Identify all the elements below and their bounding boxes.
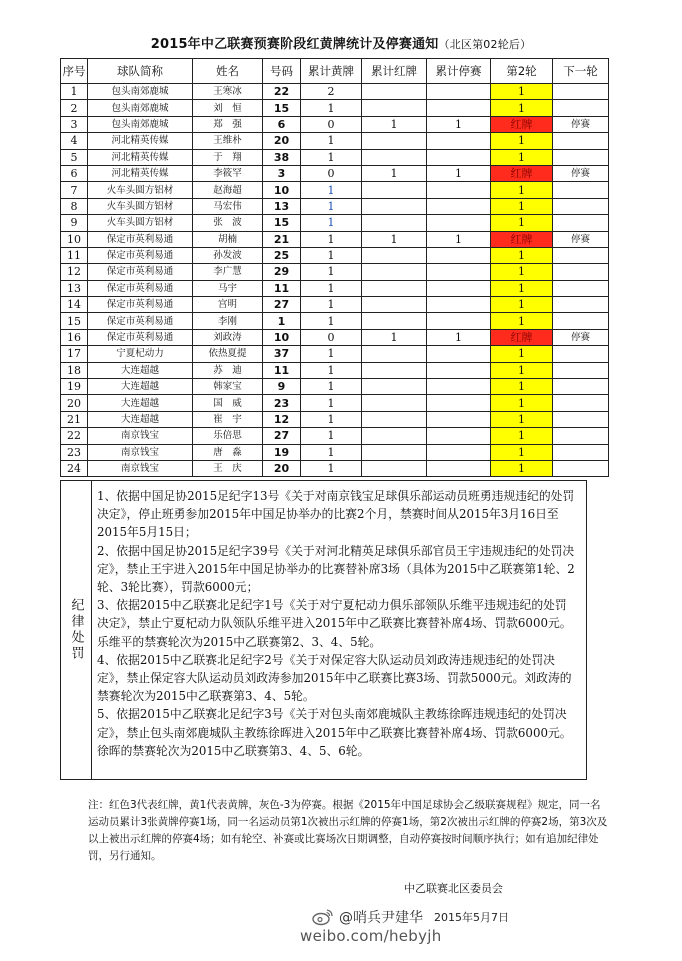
table-row xyxy=(61,346,609,362)
cell-no: 24 xyxy=(61,460,88,476)
table-row xyxy=(61,116,609,132)
cell-yellow: 0 xyxy=(301,116,362,132)
cell-no: 8 xyxy=(61,198,88,214)
cell-suspension xyxy=(427,362,491,378)
cell-name: 宫明 xyxy=(193,297,263,313)
cell-next xyxy=(553,395,609,411)
cell-next xyxy=(553,428,609,444)
cell-name: 郑 强 xyxy=(193,116,263,132)
cell-name: 刘 恒 xyxy=(193,100,263,116)
watermark-account[interactable]: @哨兵尹建华 xyxy=(339,910,423,926)
table-row xyxy=(61,264,609,280)
cell-number: 27 xyxy=(263,428,301,444)
cell-suspension xyxy=(427,198,491,214)
cell-team: 大连超越 xyxy=(88,379,193,395)
cell-number: 12 xyxy=(263,411,301,427)
cell-yellow: 1 xyxy=(301,149,362,165)
page-title xyxy=(0,33,682,52)
table-row xyxy=(61,379,609,395)
cell-yellow: 1 xyxy=(301,280,362,296)
cell-team: 火车头圆方铝材 xyxy=(88,215,193,231)
cell-round2: 1 xyxy=(491,100,553,116)
cell-red xyxy=(362,313,427,329)
header-team: 球队简称 xyxy=(88,59,193,84)
cell-round2: 1 xyxy=(491,346,553,362)
cell-number: 21 xyxy=(263,231,301,247)
cell-red xyxy=(362,346,427,362)
cell-team: 南京钱宝 xyxy=(88,444,193,460)
cell-next xyxy=(553,198,609,214)
table-row xyxy=(61,84,609,100)
footnote: 注：红色3代表红牌，黄1代表黄牌，灰色-3为停赛。根据《2015年中国足球协会乙级联赛规程》规定，同一名运动员累计3张黄牌停赛1场，同一名运动员第1次被出示红牌的停赛1场，第2次被出示红牌的停赛2场，第3次及以上被出示红牌的停赛4场；如有轮空、补赛或比赛场次日期调整，自动停赛按时间顺序执行；如有追加纪律处罚，另行通知。 xyxy=(88,799,608,862)
cell-red: 1 xyxy=(362,165,427,181)
cell-suspension xyxy=(427,346,491,362)
discipline-item-3: 3、依据2015中乙联赛北足纪字1号《关于对宁夏杞动力俱乐部领队乐维平违规违纪的处罚决定》，禁止宁夏杞动力队领队乐维平进入2015年中乙联赛比赛替补席4场、罚款6000元。乐维平的禁赛轮次为2015中乙联赛第2、3、4、5轮。 xyxy=(97,598,572,649)
cell-yellow: 1 xyxy=(301,444,362,460)
cell-round2: 1 xyxy=(491,395,553,411)
cell-number: 25 xyxy=(263,247,301,263)
cell-yellow: 1 xyxy=(301,264,362,280)
cell-team: 保定市英利易通 xyxy=(88,329,193,345)
cell-number: 27 xyxy=(263,297,301,313)
cell-number: 6 xyxy=(263,116,301,132)
cell-no: 4 xyxy=(61,133,88,149)
cell-red xyxy=(362,133,427,149)
cell-number: 20 xyxy=(263,133,301,149)
cell-no: 19 xyxy=(61,379,88,395)
cell-round2: 红牌 xyxy=(491,165,553,181)
cell-name: 孙发波 xyxy=(193,247,263,263)
cell-next xyxy=(553,100,609,116)
cell-team: 火车头圆方铝材 xyxy=(88,198,193,214)
cell-suspension xyxy=(427,313,491,329)
cell-no: 12 xyxy=(61,264,88,280)
cell-round2: 1 xyxy=(491,411,553,427)
cell-number: 10 xyxy=(263,329,301,345)
cell-next xyxy=(553,444,609,460)
cell-no: 13 xyxy=(61,280,88,296)
cell-red xyxy=(362,182,427,198)
cell-team: 保定市英利易通 xyxy=(88,247,193,263)
cell-yellow: 1 xyxy=(301,100,362,116)
table-row xyxy=(61,247,609,263)
cell-name: 王寒冰 xyxy=(193,84,263,100)
cell-team: 河北精英传媒 xyxy=(88,149,193,165)
header-name: 姓名 xyxy=(193,59,263,84)
cell-next xyxy=(553,411,609,427)
cell-red xyxy=(362,362,427,378)
cell-name: 李刚 xyxy=(193,313,263,329)
cell-name: 王维朴 xyxy=(193,133,263,149)
watermark-url[interactable]: weibo.com/hebyjh xyxy=(300,927,442,945)
cell-suspension: 1 xyxy=(427,116,491,132)
cell-suspension xyxy=(427,297,491,313)
cell-round2: 1 xyxy=(491,264,553,280)
cell-next: 停赛 xyxy=(553,165,609,181)
cell-number: 11 xyxy=(263,362,301,378)
cell-no: 11 xyxy=(61,247,88,263)
title-subtitle: （北区第02轮后） xyxy=(438,38,532,51)
cell-red xyxy=(362,149,427,165)
cell-red xyxy=(362,444,427,460)
cell-no: 16 xyxy=(61,329,88,345)
cell-round2: 1 xyxy=(491,362,553,378)
cell-no: 15 xyxy=(61,313,88,329)
cell-no: 5 xyxy=(61,149,88,165)
cell-next xyxy=(553,313,609,329)
cell-team: 保定市英利易通 xyxy=(88,231,193,247)
cell-next xyxy=(553,346,609,362)
cell-round2: 1 xyxy=(491,215,553,231)
cell-number: 15 xyxy=(263,100,301,116)
cell-name: 赵海超 xyxy=(193,182,263,198)
cell-red xyxy=(362,428,427,444)
cell-name: 马宇 xyxy=(193,280,263,296)
cell-round2: 1 xyxy=(491,444,553,460)
weibo-logo-icon xyxy=(312,908,334,926)
cell-suspension xyxy=(427,215,491,231)
table-row xyxy=(61,133,609,149)
cell-number: 19 xyxy=(263,444,301,460)
cell-no: 21 xyxy=(61,411,88,427)
cell-yellow: 0 xyxy=(301,165,362,181)
cell-no: 18 xyxy=(61,362,88,378)
header-red: 累计红牌 xyxy=(362,59,427,84)
cell-team: 南京钱宝 xyxy=(88,460,193,476)
cell-suspension xyxy=(427,100,491,116)
table-row xyxy=(61,149,609,165)
cell-name: 胡楠 xyxy=(193,231,263,247)
cell-red xyxy=(362,280,427,296)
cell-next xyxy=(553,362,609,378)
cell-round2: 1 xyxy=(491,280,553,296)
discipline-label: 纪律处罚 xyxy=(68,598,84,662)
cell-no: 23 xyxy=(61,444,88,460)
cell-name: 马宏伟 xyxy=(193,198,263,214)
cell-name: 苏 迪 xyxy=(193,362,263,378)
cell-next xyxy=(553,297,609,313)
cell-next xyxy=(553,280,609,296)
cell-suspension xyxy=(427,280,491,296)
cell-yellow: 2 xyxy=(301,84,362,100)
cell-next xyxy=(553,84,609,100)
cell-suspension xyxy=(427,264,491,280)
cell-number: 23 xyxy=(263,395,301,411)
cell-suspension xyxy=(427,411,491,427)
cell-team: 保定市英利易通 xyxy=(88,280,193,296)
cell-round2: 1 xyxy=(491,428,553,444)
cell-team: 宁夏杞动力 xyxy=(88,346,193,362)
cell-next xyxy=(553,215,609,231)
cell-suspension xyxy=(427,149,491,165)
discipline-label-cell xyxy=(61,481,92,779)
cell-red xyxy=(362,198,427,214)
cell-round2: 红牌 xyxy=(491,231,553,247)
cell-no: 2 xyxy=(61,100,88,116)
cell-suspension xyxy=(427,84,491,100)
cell-no: 22 xyxy=(61,428,88,444)
watermark xyxy=(312,907,509,927)
cell-team: 大连超越 xyxy=(88,395,193,411)
cell-red xyxy=(362,395,427,411)
header-round2: 第2轮 xyxy=(491,59,553,84)
cell-number: 13 xyxy=(263,198,301,214)
table-row xyxy=(61,329,609,345)
cell-yellow: 1 xyxy=(301,379,362,395)
cell-team: 河北精英传媒 xyxy=(88,165,193,181)
cell-yellow: 1 xyxy=(301,362,362,378)
cell-team: 保定市英利易通 xyxy=(88,313,193,329)
table-row xyxy=(61,100,609,116)
cell-name: 王 庆 xyxy=(193,460,263,476)
cell-suspension xyxy=(427,460,491,476)
cell-no: 7 xyxy=(61,182,88,198)
cell-yellow: 1 xyxy=(301,198,362,214)
cell-no: 3 xyxy=(61,116,88,132)
table-row xyxy=(61,444,609,460)
cell-red xyxy=(362,379,427,395)
cell-no: 10 xyxy=(61,231,88,247)
table-row xyxy=(61,313,609,329)
cards-table xyxy=(60,58,609,477)
cell-next xyxy=(553,133,609,149)
cell-number: 29 xyxy=(263,264,301,280)
discipline-items xyxy=(97,487,578,760)
cell-number: 1 xyxy=(263,313,301,329)
notice-date: 2015年5月7日 xyxy=(434,911,509,924)
cell-yellow: 1 xyxy=(301,297,362,313)
cell-name: 国 威 xyxy=(193,395,263,411)
cell-yellow: 1 xyxy=(301,215,362,231)
cell-yellow: 1 xyxy=(301,231,362,247)
cell-name: 李广慧 xyxy=(193,264,263,280)
table-row xyxy=(61,297,609,313)
cell-red: 1 xyxy=(362,329,427,345)
cell-red: 1 xyxy=(362,231,427,247)
cell-team: 大连超越 xyxy=(88,411,193,427)
discipline-item-1: 1、依据中国足协2015足纪字13号《关于对南京钱宝足球俱乐部运动员班勇违规违纪的处罚决定》，停止班勇参加2015年中国足协举办的比赛2个月，禁赛时间从2015年3月16日至2015年5月15日； xyxy=(97,489,575,540)
discipline-section xyxy=(60,480,587,780)
cell-round2: 1 xyxy=(491,133,553,149)
cell-round2: 1 xyxy=(491,297,553,313)
cell-yellow: 1 xyxy=(301,346,362,362)
cell-round2: 1 xyxy=(491,182,553,198)
cell-suspension: 1 xyxy=(427,231,491,247)
cell-team: 河北精英传媒 xyxy=(88,133,193,149)
discipline-item-4: 4、依据2015中乙联赛北足纪字2号《关于对保定容大队运动员刘政涛违规违纪的处罚决定》，禁止保定容大队运动员刘政涛参加2015年中乙联赛比赛3场、罚款5000元。刘政涛的禁赛轮次为2015中乙联赛第3、4、5轮。 xyxy=(97,652,572,704)
cell-name: 于 翔 xyxy=(193,149,263,165)
cell-next: 停赛 xyxy=(553,116,609,132)
cell-yellow: 1 xyxy=(301,460,362,476)
cell-team: 包头南郊鹿城 xyxy=(88,100,193,116)
table-row xyxy=(61,231,609,247)
cell-number: 20 xyxy=(263,460,301,476)
discipline-item-2: 2、依据中国足协2015足纪字39号《关于对河北精英足球俱乐部官员王宇违规违纪的处罚决定》，禁止王宇进入2015年中国足协举办的比赛替补席3场（具体为2015中乙联赛第1轮、2轮、3轮比赛），罚款6000元； xyxy=(97,543,575,595)
cell-suspension xyxy=(427,379,491,395)
cell-number: 10 xyxy=(263,182,301,198)
cell-suspension: 1 xyxy=(427,329,491,345)
cell-yellow: 1 xyxy=(301,313,362,329)
table-row xyxy=(61,215,609,231)
table-header-row xyxy=(61,59,609,84)
organizer: 中乙联赛北区委员会 xyxy=(404,882,503,895)
header-number: 号码 xyxy=(263,59,301,84)
cell-round2: 1 xyxy=(491,198,553,214)
cell-round2: 1 xyxy=(491,247,553,263)
cell-red xyxy=(362,411,427,427)
cell-name: 韩家宝 xyxy=(193,379,263,395)
cell-no: 14 xyxy=(61,297,88,313)
table-row xyxy=(61,280,609,296)
table-row xyxy=(61,182,609,198)
table-row xyxy=(61,395,609,411)
header-next: 下一轮 xyxy=(553,59,609,84)
cell-suspension xyxy=(427,182,491,198)
cell-team: 包头南郊鹿城 xyxy=(88,84,193,100)
cell-name: 乐倍思 xyxy=(193,428,263,444)
header-suspension: 累计停赛 xyxy=(427,59,491,84)
table-row xyxy=(61,411,609,427)
cell-yellow: 1 xyxy=(301,428,362,444)
cell-suspension xyxy=(427,444,491,460)
cell-next xyxy=(553,460,609,476)
cell-red xyxy=(362,297,427,313)
cell-no: 17 xyxy=(61,346,88,362)
cell-round2: 红牌 xyxy=(491,116,553,132)
cell-round2: 1 xyxy=(491,379,553,395)
cell-next xyxy=(553,182,609,198)
cell-number: 9 xyxy=(263,379,301,395)
cell-next xyxy=(553,264,609,280)
cell-number: 38 xyxy=(263,149,301,165)
cell-name: 李筱罕 xyxy=(193,165,263,181)
cell-red xyxy=(362,247,427,263)
cell-team: 南京钱宝 xyxy=(88,428,193,444)
cell-number: 37 xyxy=(263,346,301,362)
cell-red xyxy=(362,84,427,100)
table-row xyxy=(61,460,609,476)
cell-next xyxy=(553,149,609,165)
table-row xyxy=(61,428,609,444)
cell-suspension xyxy=(427,428,491,444)
cell-number: 15 xyxy=(263,215,301,231)
cell-next xyxy=(553,247,609,263)
title-main: 2015年中乙联赛预赛阶段红黄牌统计及停赛通知 xyxy=(150,37,439,52)
cell-suspension xyxy=(427,133,491,149)
cell-name: 崔 宇 xyxy=(193,411,263,427)
cell-red: 1 xyxy=(362,116,427,132)
cell-team: 火车头圆方铝材 xyxy=(88,182,193,198)
cell-name: 依热夏提 xyxy=(193,346,263,362)
cell-team: 大连超越 xyxy=(88,362,193,378)
cell-no: 9 xyxy=(61,215,88,231)
cell-no: 6 xyxy=(61,165,88,181)
cell-round2: 1 xyxy=(491,149,553,165)
cell-yellow: 1 xyxy=(301,182,362,198)
cell-no: 1 xyxy=(61,84,88,100)
discipline-item-5: 5、依据2015中乙联赛北足纪字3号《关于对包头南郊鹿城队主教练徐晖违规违纪的处罚决定》，禁止包头南郊鹿城队主教练徐晖进入2015年中乙联赛比赛替补席4场、罚款6000元。徐晖的禁赛轮次为2015中乙联赛第3、4、5、6轮。 xyxy=(97,707,572,758)
table-row xyxy=(61,362,609,378)
cell-name: 唐 淼 xyxy=(193,444,263,460)
cell-yellow: 1 xyxy=(301,133,362,149)
cell-yellow: 0 xyxy=(301,329,362,345)
cell-team: 保定市英利易通 xyxy=(88,264,193,280)
cell-red xyxy=(362,215,427,231)
cell-round2: 1 xyxy=(491,460,553,476)
cell-number: 22 xyxy=(263,84,301,100)
cell-number: 3 xyxy=(263,165,301,181)
watermark-name: 哨兵尹建华 xyxy=(353,910,423,926)
cell-number: 11 xyxy=(263,280,301,296)
cell-red xyxy=(362,264,427,280)
cell-suspension xyxy=(427,395,491,411)
cell-next xyxy=(553,379,609,395)
cell-suspension: 1 xyxy=(427,165,491,181)
cell-yellow: 1 xyxy=(301,247,362,263)
cell-yellow: 1 xyxy=(301,395,362,411)
cell-next: 停赛 xyxy=(553,329,609,345)
cell-round2: 1 xyxy=(491,84,553,100)
header-yellow: 累计黄牌 xyxy=(301,59,362,84)
cell-red xyxy=(362,460,427,476)
header-no: 序号 xyxy=(61,59,88,84)
cell-round2: 1 xyxy=(491,313,553,329)
cell-yellow: 1 xyxy=(301,411,362,427)
cell-name: 刘政涛 xyxy=(193,329,263,345)
cell-name: 张 波 xyxy=(193,215,263,231)
cell-round2: 红牌 xyxy=(491,329,553,345)
cell-next: 停赛 xyxy=(553,231,609,247)
cell-red xyxy=(362,100,427,116)
cell-team: 保定市英利易通 xyxy=(88,297,193,313)
table-row xyxy=(61,198,609,214)
cell-team: 包头南郊鹿城 xyxy=(88,116,193,132)
cell-no: 20 xyxy=(61,395,88,411)
table-row xyxy=(61,165,609,181)
cell-suspension xyxy=(427,247,491,263)
